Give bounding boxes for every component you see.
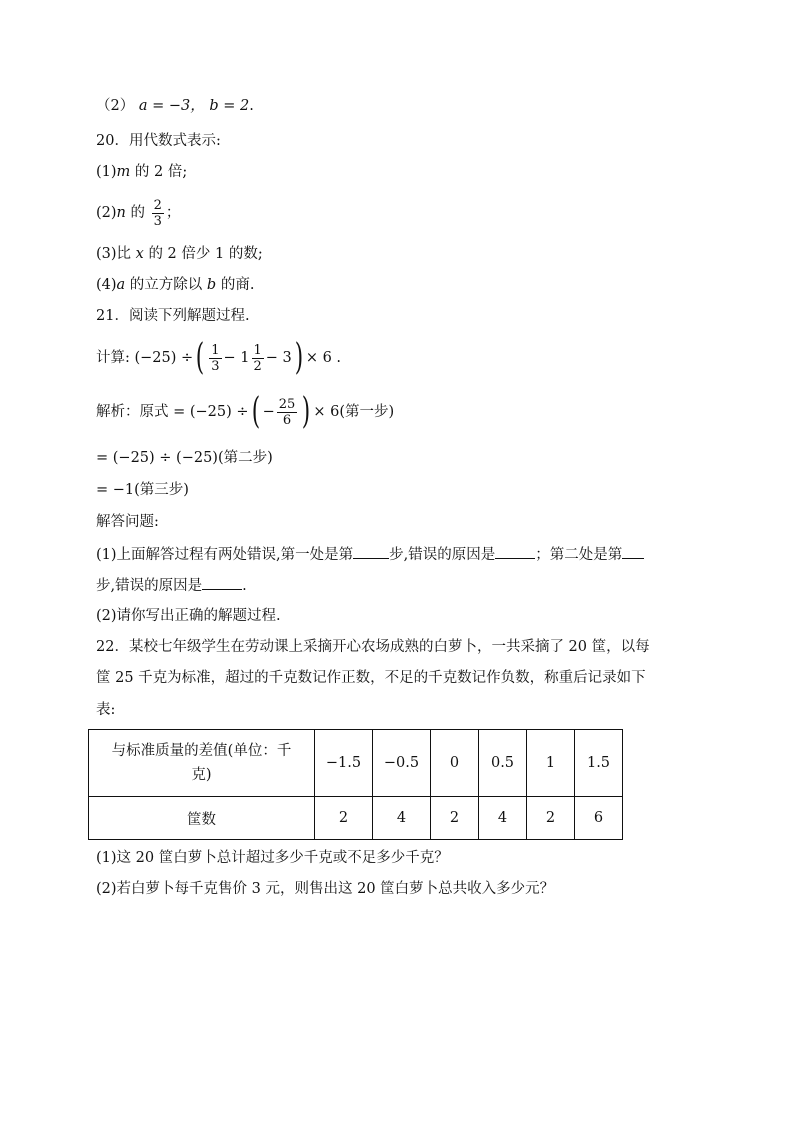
q21-calc-pre: (−25) ÷ — [134, 350, 194, 366]
q21-sub1-b: 步,错误的原因是 — [389, 547, 496, 563]
q22-line3: 表: — [96, 702, 116, 718]
answer-blank[interactable] — [353, 544, 389, 559]
q21-sol3-expr: = −1 — [96, 482, 135, 498]
q21-sub1-line2 — [96, 575, 247, 596]
q20-item-2-label: (2) — [96, 205, 117, 221]
q22-line1: 22．某校七年级学生在劳动课上采摘开心农场成熟的白萝卜，一共采摘了 20 筐，以每 — [96, 639, 650, 655]
table-header-cell: 筐数 — [89, 797, 315, 840]
q21-calc-label: 计算: — [96, 350, 130, 366]
q20-item-1-var: m — [116, 164, 131, 180]
q21-solution-step3 — [96, 480, 189, 500]
q21-calc-frac-1 — [209, 344, 221, 373]
q19-end: . — [249, 98, 254, 114]
q21-solution-step2 — [96, 448, 273, 468]
table-cell: −0.5 — [373, 730, 431, 797]
table-cell: −1.5 — [315, 730, 373, 797]
q20-item-2-var: n — [116, 205, 126, 221]
table-cell: 2 — [315, 797, 373, 840]
table-cell: 2 — [431, 797, 479, 840]
q22-row1-header: 与标准质量的差值(单位：千克) — [111, 743, 292, 783]
right-paren-icon: ) — [294, 337, 304, 378]
q21-calc-post: × 6 . — [305, 350, 342, 366]
q20-item-1-text: 的 2 倍; — [130, 164, 188, 180]
table-cell: 0.5 — [479, 730, 527, 797]
left-paren-icon: ( — [251, 391, 260, 432]
q22-sub1: (1)这 20 筐白萝卜总计超过多少千克或不足多少千克？ — [96, 850, 449, 866]
q19-b-value: b = 2 — [209, 98, 250, 114]
q20-item-4-var: a — [116, 277, 126, 293]
q21-sol1-pre: (−25) ÷ — [189, 404, 249, 420]
table-row — [89, 730, 623, 797]
table-header-cell — [89, 730, 315, 797]
q22-sub2: (2)若白萝卜每千克售价 3 元，则售出这 20 筐白萝卜总共收入多少元？ — [96, 881, 555, 897]
q20-item-1-label: (1) — [96, 164, 117, 180]
q22-table — [88, 729, 623, 840]
q20-item-2-tail: ； — [165, 205, 181, 221]
q20-item-4-var2: b — [206, 277, 217, 293]
q20-item-3-text: 的 2 倍少 1 的数; — [143, 246, 263, 262]
q21-sol1-den: 6 — [282, 412, 292, 428]
q21-sol1-frac — [277, 398, 298, 427]
q21-sol2-step: (第二步) — [217, 450, 273, 466]
table-cell: 0 — [431, 730, 479, 797]
q21-calc — [96, 338, 341, 378]
q21-sub1-line1 — [96, 544, 644, 565]
q21-sub1-c: ；第二处是第 — [535, 547, 623, 563]
q19-a-value: a = −3， — [138, 98, 205, 114]
right-paren-icon: ) — [302, 391, 311, 432]
q21-calc-frac-2 — [252, 344, 264, 373]
q21-calc-f1-num: 1 — [211, 342, 220, 358]
q21-calc-f2-num: 1 — [253, 342, 262, 358]
q20-item-4-label: (4) — [96, 277, 117, 293]
q20-frac-num: 2 — [153, 197, 162, 213]
table-cell: 1 — [527, 730, 575, 797]
q21-sol1-neg: − — [262, 404, 275, 420]
q21-sol2-expr: = (−25) ÷ (−25) — [96, 450, 218, 466]
table-row — [89, 797, 623, 840]
table-cell: 6 — [575, 797, 623, 840]
q21-calc-minus3: − 3 — [265, 350, 292, 366]
q21-sub1-e: . — [242, 578, 247, 594]
q20-item-2 — [96, 193, 180, 233]
left-paren-icon: ( — [195, 337, 205, 378]
q21-calc-f2-den: 2 — [253, 358, 262, 374]
q20-item-3-text-a: 比 — [116, 246, 136, 262]
answer-blank[interactable] — [495, 544, 535, 559]
q21-sol-label: 解析：原式 = — [96, 404, 190, 420]
q20-title: 20．用代数式表示: — [96, 133, 221, 149]
table-cell: 1.5 — [575, 730, 623, 797]
q21-sol1-num: 25 — [278, 396, 296, 412]
answer-blank[interactable] — [622, 544, 644, 559]
q21-sub1-a: (1)上面解答过程有两处错误,第一处是第 — [96, 547, 354, 563]
q20-item-3 — [96, 244, 263, 264]
q21-sol1-step: (第一步) — [339, 404, 395, 420]
q20-item-4 — [96, 275, 254, 295]
q20-fraction — [152, 199, 164, 228]
q21-title: 21．阅读下列解题过程. — [96, 308, 250, 324]
q21-calc-f1-den: 3 — [211, 358, 220, 374]
q20-item-3-label: (3) — [96, 246, 117, 262]
q20-item-2-text: 的 — [125, 205, 145, 221]
q19-part2 — [96, 96, 254, 116]
table-cell: 4 — [479, 797, 527, 840]
answer-blank[interactable] — [202, 575, 242, 590]
q22-line2: 筐 25 千克为标准，超过的千克数记作正数，不足的千克数记作负数，称重后记录如下 — [96, 670, 646, 686]
table-cell: 4 — [373, 797, 431, 840]
q20-frac-den: 3 — [153, 213, 162, 229]
q20-item-4-text-a: 的立方除以 — [125, 277, 207, 293]
q21-sub1-d: 步,错误的原因是 — [96, 578, 203, 594]
q20-item-4-text: 的商. — [216, 277, 255, 293]
q21-sol3-step: (第三步) — [134, 482, 189, 498]
q21-calc-minus1: − 1 — [223, 350, 250, 366]
q20-item-3-var: x — [135, 246, 144, 262]
q21-solution-step1 — [96, 392, 394, 432]
q21-sub2: (2)请你写出正确的解题过程. — [96, 608, 281, 624]
q21-sol1-post: × 6 — [313, 404, 340, 420]
q21-answer-label: 解答问题: — [96, 514, 159, 530]
q20-item-1 — [96, 162, 187, 182]
q19-part2-label: （2） — [96, 98, 135, 114]
table-cell: 2 — [527, 797, 575, 840]
